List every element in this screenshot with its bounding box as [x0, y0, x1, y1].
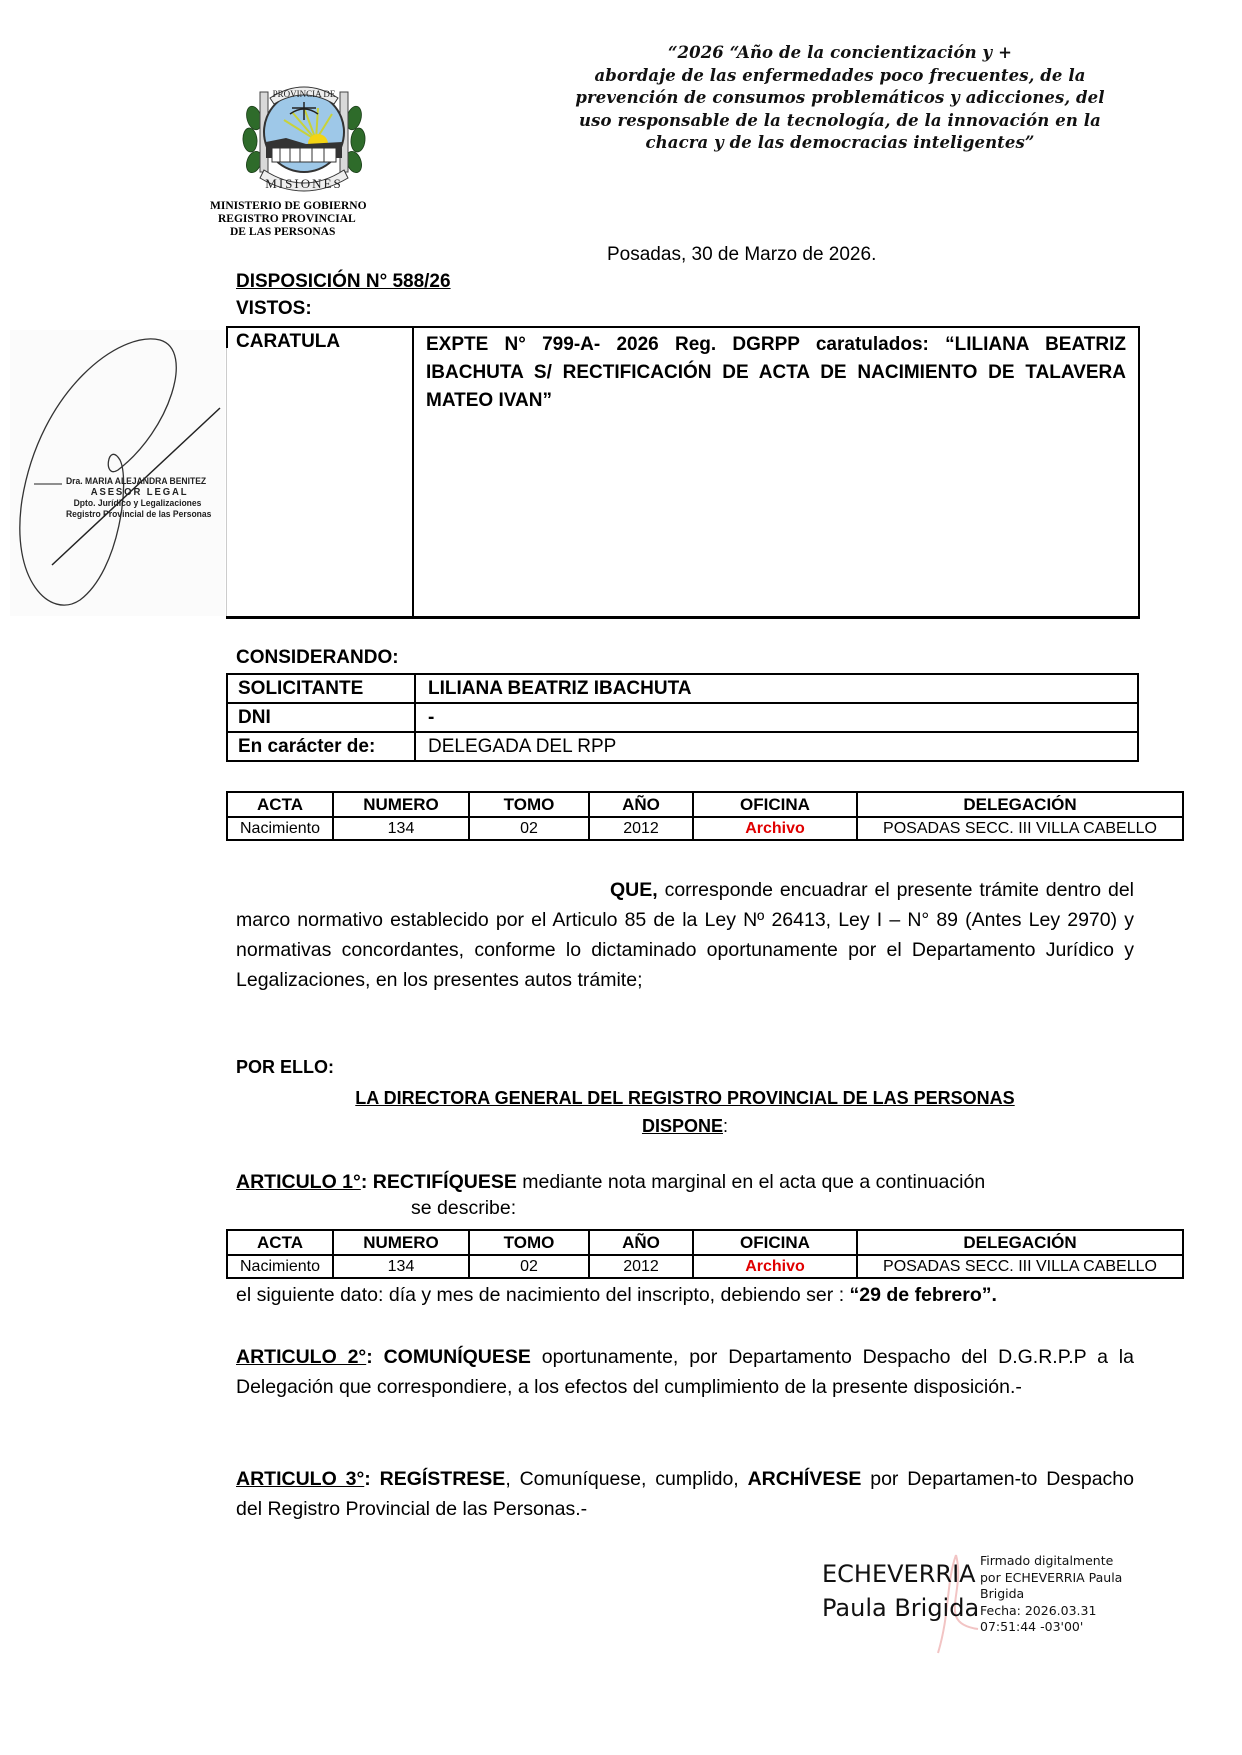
document-date: Posadas, 30 de Marzo de 2026. [607, 244, 877, 265]
directora-heading [226, 1084, 1144, 1140]
caratula-table [226, 326, 1140, 619]
cell-acta: Nacimiento [227, 817, 333, 840]
que-lead: QUE, [610, 879, 658, 901]
vistos-heading: VISTOS: [236, 298, 312, 319]
table-header-row [227, 1230, 1183, 1255]
signature-info-line: por ECHEVERRIA Paula [980, 1569, 1123, 1585]
cell-acta: Nacimiento [227, 1255, 333, 1278]
motto-line: “2026 “Año de la concientización y + [667, 43, 1013, 62]
table-row [227, 674, 1138, 703]
acta-table-rectified [226, 1229, 1184, 1279]
col-delegacion: DELEGACIÓN [857, 792, 1183, 817]
table-row [227, 1255, 1183, 1278]
col-oficina: OFICINA [693, 1230, 857, 1255]
stamp-line: Registro Provincial de las Personas [66, 509, 212, 519]
articulo-1-label: ARTICULO 1° [236, 1171, 361, 1193]
articulo-3-verb2: ARCHÍVESE [747, 1468, 862, 1490]
solicitante-value: LILIANA BEATRIZ IBACHUTA [415, 674, 1138, 703]
motto-line: uso responsable de la tecnología, de la innovación en la [579, 110, 1101, 130]
col-numero: NUMERO [333, 792, 469, 817]
cell-oficina: Archivo [693, 817, 857, 840]
table-row [227, 817, 1183, 840]
digital-signature [822, 1553, 1142, 1663]
legal-advisor-signature [0, 330, 230, 620]
articulo-2 [236, 1342, 1134, 1402]
solicitante-table [226, 673, 1139, 762]
directora-line: LA DIRECTORA GENERAL DEL REGISTRO PROVINCIAL DE LAS PERSONAS [355, 1088, 1015, 1108]
articulo-2-colon: : [366, 1346, 373, 1368]
dispone-colon: : [723, 1116, 729, 1136]
articulo-1-text: mediante nota marginal en el acta que a continuación [516, 1171, 986, 1193]
articulo-3-label: ARTICULO 3° [236, 1468, 365, 1490]
stamp-line: Dra. MARIA ALEJANDRA BENITEZ [66, 476, 207, 486]
articulo-1 [236, 1167, 1134, 1197]
svg-text:MISIONES: MISIONES [265, 176, 343, 191]
articulo-1-continuation: se describe: [411, 1197, 517, 1219]
col-anio: AÑO [589, 1230, 693, 1255]
cell-tomo: 02 [469, 1255, 589, 1278]
articulo-2-text: oportunamente, por Departamento Despacho del D.G.R.P.P a la Delegación que correspondiere, a los efectos del cumplimiento de la presente disposición.- [236, 1346, 1134, 1398]
acta-table [226, 791, 1184, 841]
signature-info [980, 1553, 1122, 1636]
col-acta: ACTA [227, 1230, 333, 1255]
ministry-line: MINISTERIO DE GOBIERNO [210, 200, 367, 212]
caratula-text: EXPTE N° 799-A- 2026 Reg. DGRPP caratulados: “LILIANA BEATRIZ IBACHUTA S/ RECTIFICACIÓN DE ACTA DE NACIMIENTO DE TALAVERA MATEO IVAN” [426, 334, 1126, 411]
signature-info-line: Fecha: 2026.03.31 [980, 1602, 1097, 1618]
solicitante-label: SOLICITANTE [227, 674, 415, 703]
considerando-heading: CONSIDERANDO: [236, 647, 399, 668]
articulo-2-label: ARTICULO 2° [236, 1346, 367, 1368]
que-text: corresponde encuadrar el presente trámite dentro del marco normativo establecido por el Articulo 85 de la Ley Nº 26413, Ley I – N° 89 (Antes Ley 2970) y normativas concordantes, conforme lo dictaminado oportunamente por el Departamento Jurídico y Legalizaciones, en los presentes autos trámite; [236, 879, 1134, 991]
col-acta: ACTA [227, 792, 333, 817]
por-ello-heading: POR ELLO: [236, 1057, 334, 1077]
svg-text:PROVINCIA DE: PROVINCIA DE [272, 89, 336, 99]
caracter-value: DELEGADA DEL RPP [415, 732, 1138, 761]
articulo-3-colon: : [364, 1468, 371, 1490]
col-numero: NUMERO [333, 1230, 469, 1255]
table-row [227, 732, 1138, 761]
articulo-3-text-b: por Departamen-to Despacho del Registro Provincial de las Personas.- [236, 1468, 1135, 1520]
motto-line: prevención de consumos problemáticos y adicciones, del [575, 88, 1105, 107]
cell-anio: 2012 [589, 817, 693, 840]
cell-oficina: Archivo [693, 1255, 857, 1278]
articulo-1-colon: : [360, 1171, 368, 1193]
col-delegacion: DELEGACIÓN [857, 1230, 1183, 1255]
caratula-label: CARATULA [236, 331, 341, 352]
dni-label: DNI [227, 703, 415, 732]
dni-value: - [415, 703, 1138, 732]
cell-delegacion: POSADAS SECC. III VILLA CABELLO [857, 817, 1183, 840]
articulo-2-verb: COMUNÍQUESE [383, 1346, 531, 1368]
col-tomo: TOMO [469, 792, 589, 817]
articulo-1-dato-text: el siguiente dato: día y mes de nacimiento del inscripto, debiendo ser : [236, 1284, 850, 1306]
signer-given-name: Paula Brigida [822, 1594, 980, 1622]
signature-info-line: Firmado digitalmente [980, 1553, 1114, 1568]
articulo-3-text-a: , Comuníquese, cumplido, [505, 1468, 748, 1490]
articulo-3-verb: REGÍSTRESE [379, 1468, 506, 1490]
col-anio: AÑO [589, 792, 693, 817]
que-paragraph [236, 875, 1134, 995]
table-row [227, 703, 1138, 732]
disposicion-title: DISPOSICIÓN N° 588/26 [236, 271, 451, 292]
col-tomo: TOMO [469, 1230, 589, 1255]
articulo-1-verb: RECTIFÍQUESE [372, 1171, 517, 1193]
motto-line: abordaje de las enfermedades poco frecuentes, de la [594, 65, 1086, 85]
col-oficina: OFICINA [693, 792, 857, 817]
legal-advisor-stamp-text [66, 476, 211, 520]
signer-surname: ECHEVERRIA [822, 1560, 976, 1588]
cell-anio: 2012 [589, 1255, 693, 1278]
articulo-3 [236, 1464, 1134, 1524]
cell-delegacion: POSADAS SECC. III VILLA CABELLO [857, 1255, 1183, 1278]
ministry-line: DE LAS PERSONAS [230, 226, 336, 238]
year-motto [540, 42, 1140, 155]
articulo-1-after-table [236, 1284, 997, 1307]
ministry-line: REGISTRO PROVINCIAL [218, 213, 356, 225]
cell-tomo: 02 [469, 817, 589, 840]
cell-numero: 134 [333, 1255, 469, 1278]
signature-info-line: 07:51:44 -03'00' [980, 1619, 1084, 1634]
cell-numero: 134 [333, 817, 469, 840]
motto-line: chacra y de las democracias inteligentes” [645, 133, 1035, 152]
table-header-row [227, 792, 1183, 817]
caracter-label: En carácter de: [227, 732, 415, 761]
articulo-1-dato-value: “29 de febrero”. [849, 1284, 997, 1306]
signer-name [822, 1557, 979, 1625]
signature-info-line: Brigida [980, 1586, 1025, 1601]
ministry-heading [210, 200, 367, 239]
stamp-line: ASESOR LEGAL [90, 487, 189, 498]
dispone-label: DISPONE [641, 1116, 723, 1136]
province-seal-icon [236, 78, 372, 200]
stamp-line: Dpto. Jurídico y Legalizaciones [73, 498, 202, 508]
